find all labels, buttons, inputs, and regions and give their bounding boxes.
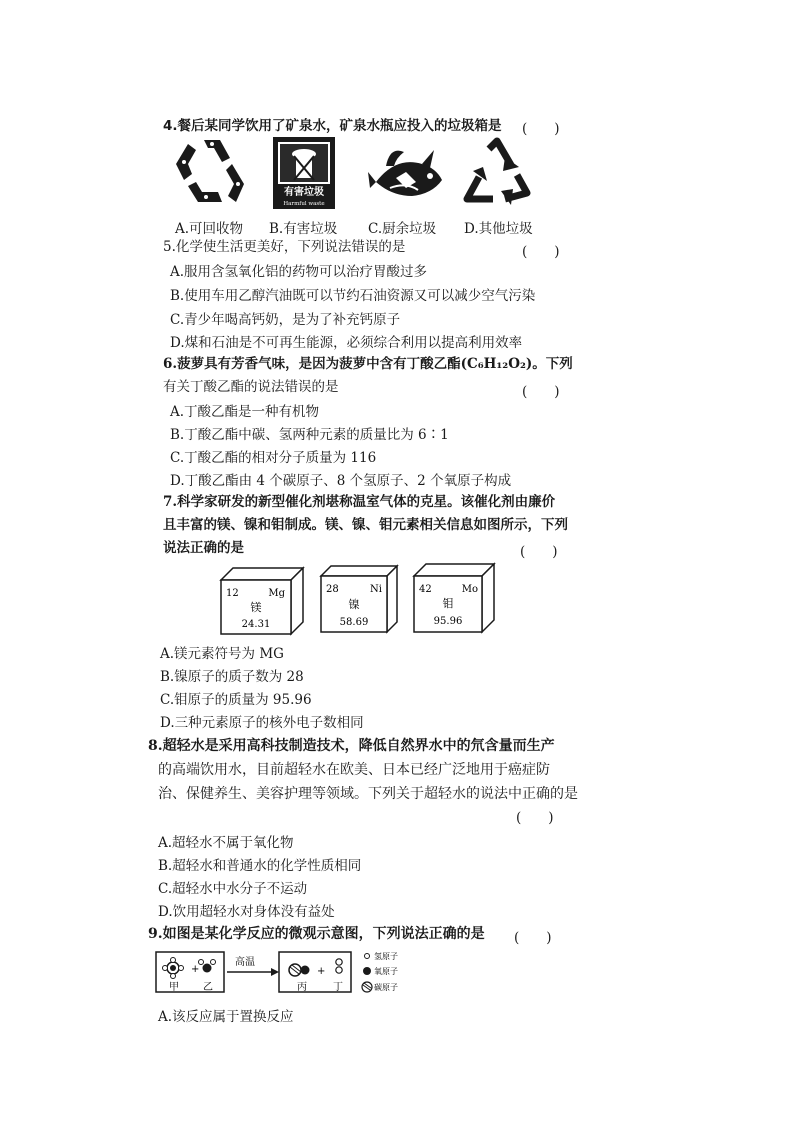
- food-waste-icon: [366, 142, 448, 204]
- product-d-hydrogen-atom: [336, 959, 342, 965]
- q4-stem-text: 4.餐后某同学饮用了矿泉水，矿泉水瓶应投入的垃圾箱是: [163, 118, 502, 134]
- q8-stem-line3: 治、保健养生、美容护理等领域。下列关于超轻水的说法中正确的是: [158, 786, 578, 802]
- q6-stem-line1: 6.菠萝具有芳香气味，是因为菠萝中含有丁酸乙酯(C₆H₁₂O₂)。下列: [163, 356, 573, 372]
- q8-answer-blank[interactable]: ( ): [516, 810, 554, 826]
- q8-option-c[interactable]: C.超轻水中水分子不运动: [158, 881, 308, 897]
- q8-stem-line2: 的高端饮用水，目前超轻水在欧美、日本已经广泛地用于癌症防: [158, 762, 550, 778]
- q8-option-a[interactable]: A.超轻水不属于氧化物: [158, 835, 294, 851]
- recycle-icon: [172, 136, 250, 208]
- q6-option-d[interactable]: D.丁酸乙酯由 4 个碳原子、8 个氢原子、2 个氧原子构成: [170, 473, 512, 489]
- product-d-label: 丁: [333, 982, 343, 993]
- q4-option-d[interactable]: D.其他垃圾: [464, 221, 533, 237]
- reaction-diagram: [155, 950, 415, 996]
- legend-hydrogen-icon: [365, 954, 370, 959]
- element-card-mo: [412, 562, 498, 634]
- other-waste-icon: [461, 137, 533, 207]
- q4-answer-blank[interactable]: ( ): [522, 121, 560, 137]
- mo-atomic-number: 42: [419, 584, 432, 595]
- q6-option-a[interactable]: A.丁酸乙酯是一种有机物: [170, 404, 320, 420]
- reactant-box: [156, 952, 224, 992]
- q7-option-a[interactable]: A.镁元素符号为 MG: [160, 646, 284, 662]
- ni-symbol: Ni: [370, 584, 382, 595]
- element-card-ni: [319, 564, 401, 634]
- q8-option-d[interactable]: D.饮用超轻水对身体没有益处: [158, 904, 335, 920]
- mg-atomic-number: 12: [226, 588, 239, 599]
- mg-mass: 24.31: [241, 619, 271, 630]
- q6-stem-line2: 有关丁酸乙酯的说法错误的是: [163, 379, 339, 395]
- mg-symbol: Mg: [268, 588, 285, 599]
- q9-option-a[interactable]: A.该反应属于置换反应: [158, 1009, 294, 1025]
- mg-name: 镁: [250, 601, 262, 614]
- q6-answer-blank[interactable]: ( ): [522, 384, 560, 400]
- q7-stem-line2: 且丰富的镁、镍和钼制成。镁、镍、钼元素相关信息如图所示，下列: [163, 517, 568, 533]
- legend-carbon-label: 碳原子: [374, 983, 398, 992]
- q8-option-b[interactable]: B.超轻水和普通水的化学性质相同: [158, 858, 362, 874]
- q9-answer-blank[interactable]: ( ): [514, 930, 552, 946]
- mo-symbol: Mo: [461, 584, 478, 595]
- q5-option-a[interactable]: A.服用含氢氧化铝的药物可以治疗胃酸过多: [170, 264, 428, 280]
- q8-stem-line1: 8.超轻水是采用高科技制造技术，降低自然界水中的氘含量而生产: [148, 738, 555, 754]
- reactant-a-label: 甲: [169, 982, 179, 993]
- plus-sign-left: +: [191, 964, 200, 975]
- reactant-b-oxygen-atom: [203, 964, 212, 973]
- q6-option-c[interactable]: C.丁酸乙酯的相对分子质量为 116: [170, 450, 377, 466]
- mo-mass: 95.96: [433, 616, 463, 627]
- hazardous-sign-cn: 有害垃圾: [284, 187, 324, 198]
- ni-atomic-number: 28: [326, 584, 339, 595]
- q5-stem-text: 5.化学使生活更美好，下列说法错误的是: [163, 239, 406, 255]
- q4-stem: [163, 115, 502, 137]
- q5-option-b[interactable]: B.使用车用乙醇汽油既可以节约石油资源又可以减少空气污染: [170, 288, 536, 304]
- q7-option-d[interactable]: D.三种元素原子的核外电子数相同: [160, 715, 364, 731]
- product-c-oxygen-atom: [301, 966, 310, 975]
- q4-option-c[interactable]: C.厨余垃圾: [368, 221, 437, 237]
- ni-mass: 58.69: [339, 617, 369, 628]
- plus-sign-right: +: [317, 966, 326, 977]
- q4-option-a[interactable]: A.可回收物: [175, 221, 244, 237]
- legend-oxygen-label: 氧原子: [374, 967, 398, 976]
- q6-option-b[interactable]: B.丁酸乙酯中碳、氢两种元素的质量比为 6∶1: [170, 427, 449, 443]
- legend-oxygen-icon: [363, 967, 371, 975]
- q7-option-c[interactable]: C.钼原子的质量为 95.96: [160, 692, 312, 708]
- q5-answer-blank[interactable]: ( ): [522, 244, 560, 260]
- q9-stem: 9.如图是某化学反应的微观示意图，下列说法正确的是: [148, 926, 485, 942]
- q5-stem: [163, 236, 405, 258]
- q7-answer-blank[interactable]: ( ): [520, 544, 558, 560]
- hazardous-sign-en: Harmful waste: [283, 201, 325, 207]
- legend-hydrogen-label: 氢原子: [374, 952, 398, 961]
- reaction-condition: 高温: [235, 957, 255, 968]
- legend-carbon-icon: [362, 982, 372, 992]
- q4-option-b[interactable]: B.有害垃圾: [269, 221, 338, 237]
- reactant-b-label: 乙: [203, 982, 213, 993]
- ni-name: 镍: [348, 598, 360, 611]
- element-card-mg: [219, 566, 307, 636]
- product-c-label: 丙: [297, 982, 307, 993]
- q5-option-c[interactable]: C.青少年喝高钙奶，是为了补充钙原子: [170, 312, 401, 328]
- hazardous-waste-icon: [272, 136, 336, 210]
- q5-option-d[interactable]: D.煤和石油是不可再生能源，必须综合利用以提高利用效率: [170, 335, 523, 351]
- q7-stem-line1: 7.科学家研发的新型催化剂堪称温室气体的克星。该催化剂由廉价: [163, 494, 556, 510]
- mo-name: 钼: [442, 597, 454, 610]
- q7-option-b[interactable]: B.镍原子的质子数为 28: [160, 669, 304, 685]
- q7-stem-line3: 说法正确的是: [163, 540, 244, 556]
